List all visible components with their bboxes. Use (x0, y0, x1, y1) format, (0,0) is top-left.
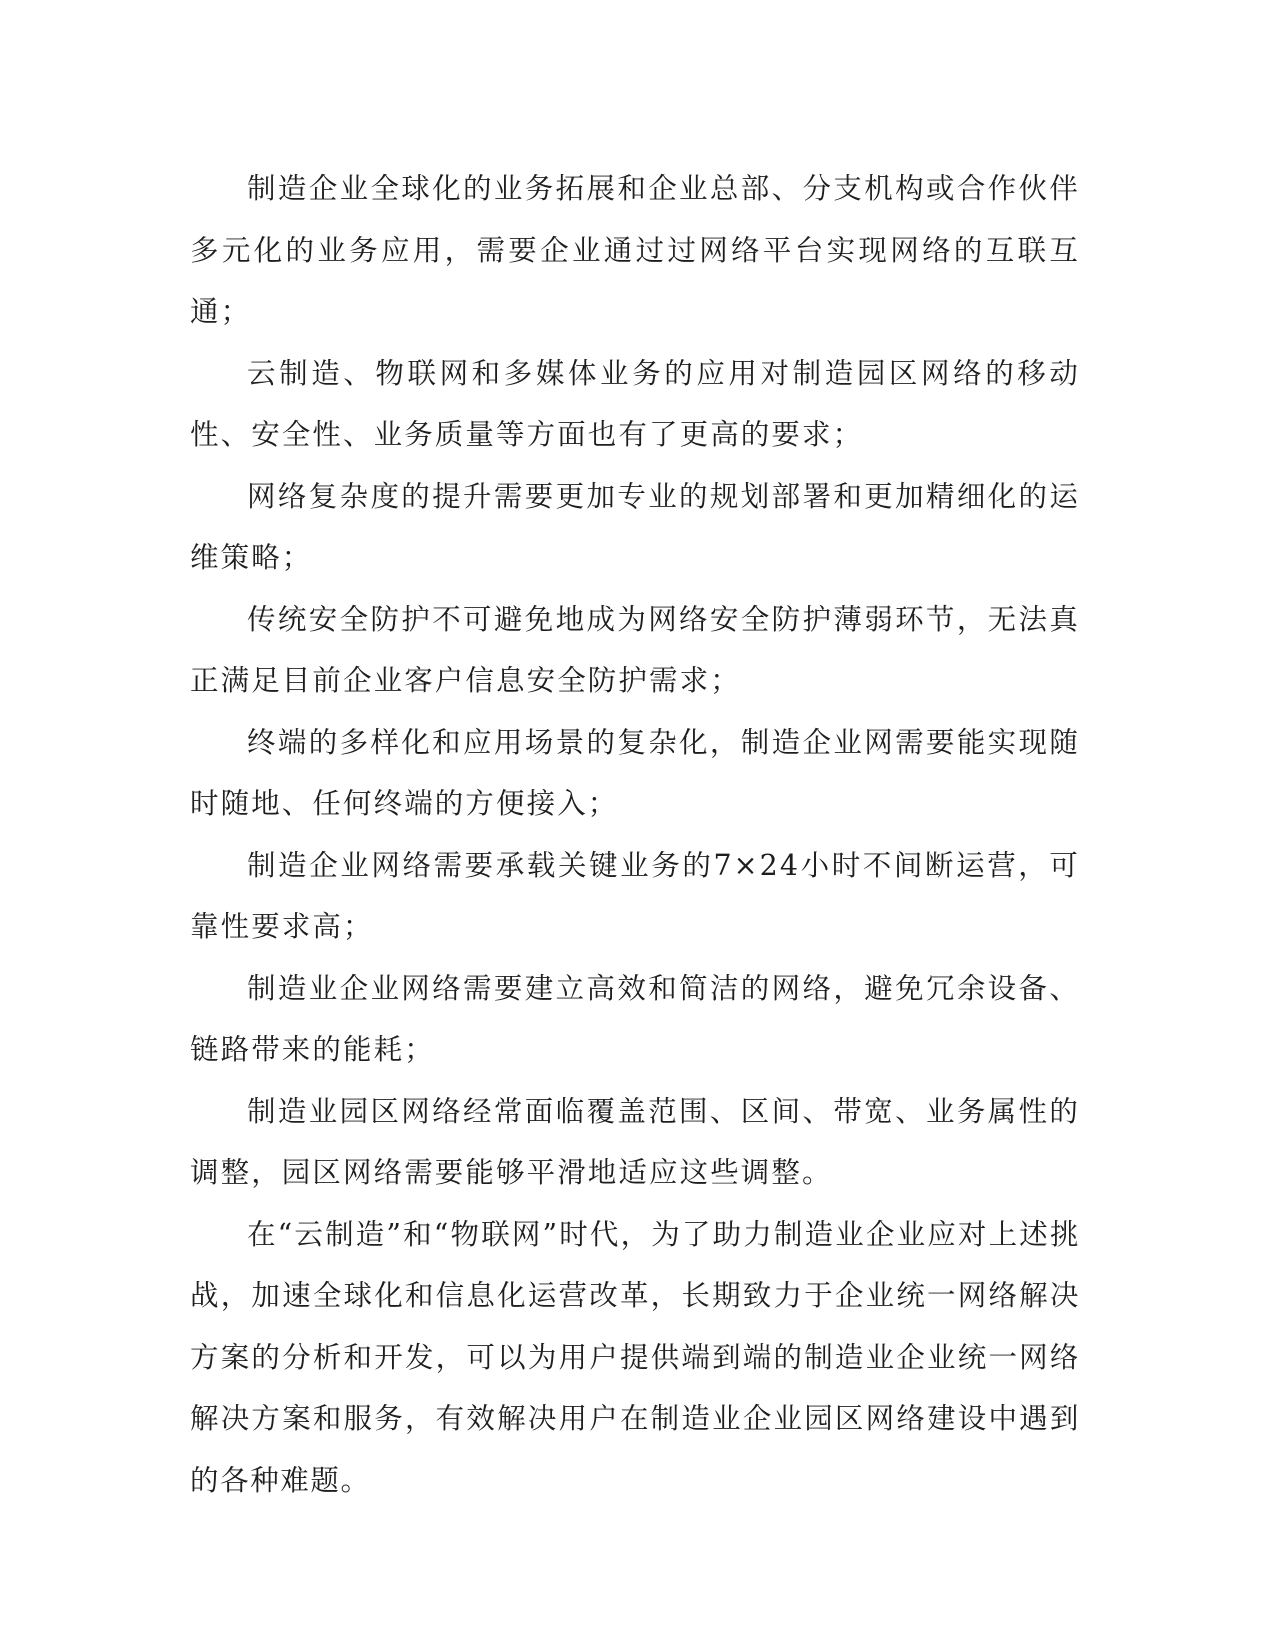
paragraph-solution-summary: 在“云制造”和“物联网”时代，为了助力制造业企业应对上述挑战，加速全球化和信息化运营改革，长期致力于企业统一网络解决方案的分析和开发，可以为用户提供端到端的制造业企业统一网络解决方案和服务，有效解决用户在制造业企业园区网络建设中遇到的各种难题。 (190, 1217, 1080, 1497)
paragraph-global-business: 制造企业全球化的业务拓展和企业总部、分支机构或合作伙伴多元化的业务应用，需要企业通过过网络平台实现网络的互联互通； (190, 172, 1080, 328)
paragraph-energy-efficiency: 制造业企业网络需要建立高效和简洁的网络，避免冗余设备、链路带来的能耗； (190, 971, 1080, 1066)
paragraph-security-protection: 传统安全防护不可避免地成为网络安全防护薄弱环节，无法真正满足目前企业客户信息安全防护需求； (190, 602, 1080, 697)
paragraph-network-complexity: 网络复杂度的提升需要更加专业的规划部署和更加精细化的运维策略； (190, 479, 1080, 574)
paragraph-campus-adjustment: 制造业园区网络经常面临覆盖范围、区间、带宽、业务属性的调整，园区网络需要能够平滑地适应这些调整。 (190, 1094, 1080, 1189)
paragraph-cloud-iot-requirements: 云制造、物联网和多媒体业务的应用对制造园区网络的移动性、安全性、业务质量等方面也有了更高的要求； (190, 356, 1080, 451)
paragraph-terminal-access: 终端的多样化和应用场景的复杂化，制造企业网需要能实现随时随地、任何终端的方便接入； (190, 725, 1080, 820)
document-body (190, 158, 1080, 1511)
paragraph-reliability: 制造企业网络需要承载关键业务的7×24小时不间断运营，可靠性要求高； (190, 848, 1080, 943)
